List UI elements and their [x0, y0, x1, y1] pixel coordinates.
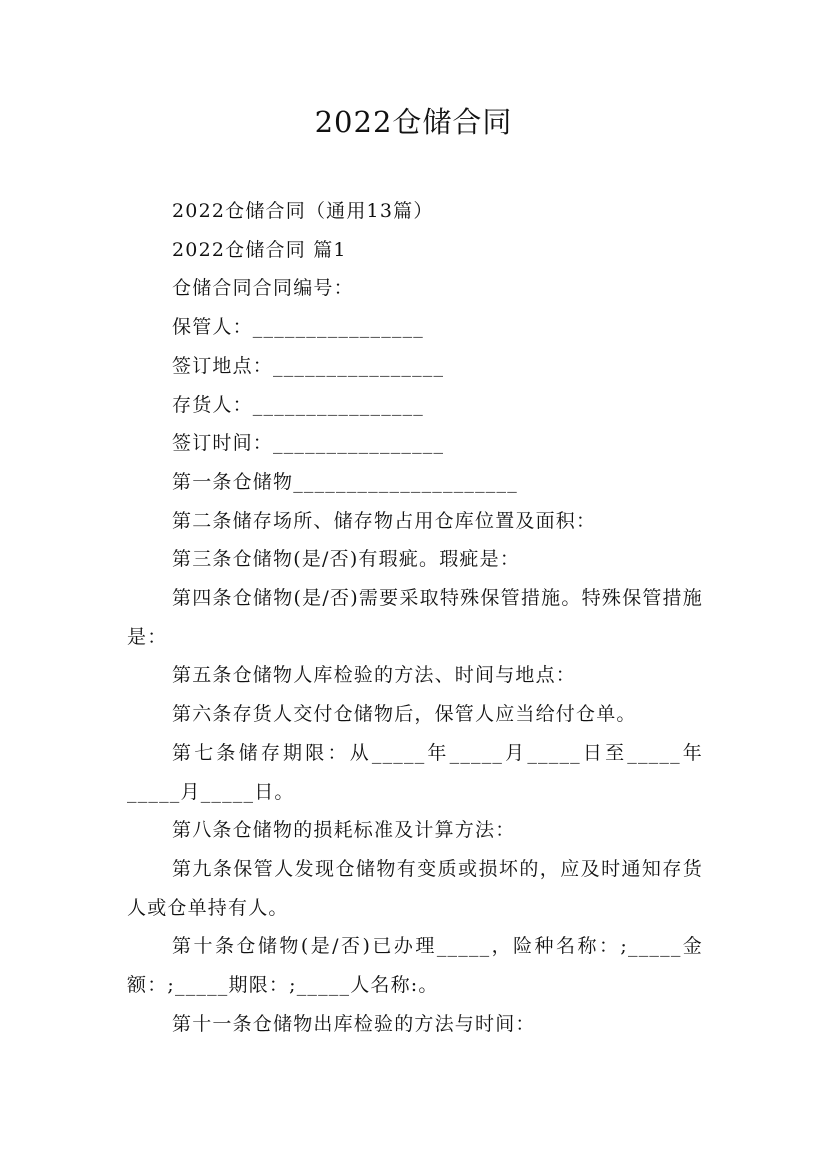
paragraph-article-5: 第五条仓储物人库检验的方法、时间与地点： [172, 664, 577, 687]
paragraph-article-6: 第六条存货人交付仓储物后，保管人应当给付仓单。 [172, 703, 637, 726]
paragraph-section-heading: 2022仓储合同 篇1 [172, 238, 347, 261]
paragraph-article-4: 第四条仓储物(是/否)需要采取特殊保管措施。特殊保管措施是： [127, 587, 703, 648]
paragraph-article-11: 第十一条仓储物出库检验的方法与时间： [172, 1012, 536, 1035]
paragraph-signing-place: 签订地点：________________ [172, 354, 445, 377]
paragraph-article-2: 第二条储存场所、储存物占用仓库位置及面积： [172, 509, 597, 532]
paragraph-subtitle: 2022仓储合同（通用13篇） [172, 200, 434, 222]
paragraph-article-7: 第七条储存期限：从_____年_____月_____日至_____年_____月_____日。 [127, 741, 703, 803]
paragraph-article-10: 第十条仓储物(是/否)已办理_____，险种名称：;_____金额：;_____期限：;_____人名称:。 [127, 935, 703, 997]
paragraph-contract-number: 仓储合同合同编号： [172, 277, 354, 300]
paragraph-depositor: 存货人：________________ [172, 393, 425, 416]
document-title: 2022仓储合同 [314, 105, 513, 139]
paragraph-article-1: 第一条仓储物_____________________ [172, 470, 518, 493]
paragraph-article-9: 第九条保管人发现仓储物有变质或损坏的，应及时通知存货人或仓单持有人。 [127, 857, 703, 919]
paragraph-article-3: 第三条仓储物(是/否)有瑕疵。瑕疵是： [172, 548, 521, 571]
paragraph-signing-time: 签订时间：________________ [172, 432, 445, 455]
document-body [127, 192, 703, 1043]
paragraph-custodian: 保管人：________________ [172, 316, 425, 339]
paragraph-article-8: 第八条仓储物的损耗标准及计算方法： [172, 819, 516, 842]
